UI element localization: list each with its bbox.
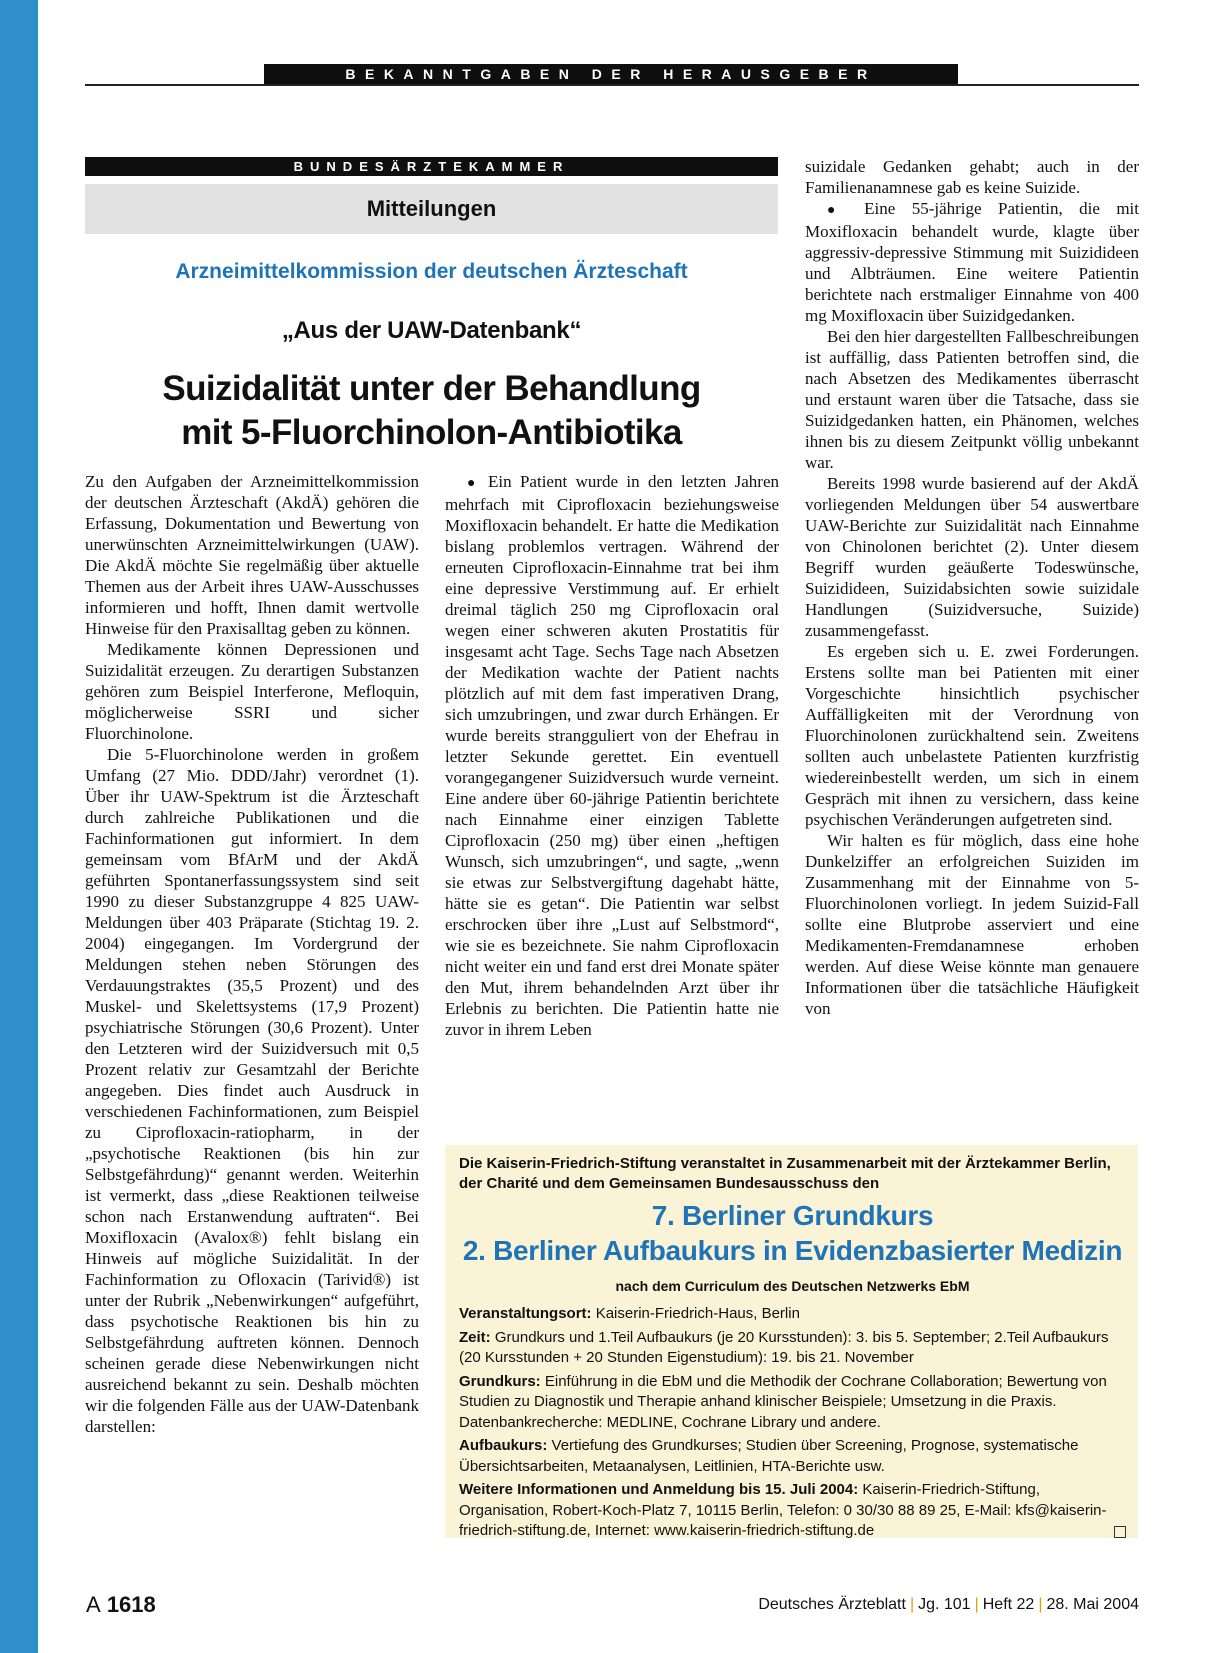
- header-rule: [85, 84, 1139, 86]
- left-color-bar: [0, 0, 38, 1653]
- row-text: Kaiserin-Friedrich-Haus, Berlin: [595, 1305, 800, 1322]
- row-text: Kaiserin-Friedrich-Stiftung, Organisation, Robert-Koch-Platz 7, 10115 Berlin, Telefon: 0 30/30 88 89 25, E-Mail: kfs@kaiserin-friedrich-stiftung.de, Internet: www.kaiserin-friedrich-stiftung.de: [459, 1481, 1107, 1539]
- mitteilungen-heading: Mitteilungen: [85, 184, 778, 234]
- paragraph-text: Ein Patient wurde in den letzten Jahren mehrfach mit Ciprofloxacin beziehungsweise Moxifloxacin behandelt. Er hatte die Medikation bislang problemlos vertragen. Während der erneuten Ciprofloxacin-Einnahme trat bei ihm eine depressive Verstimmung auf. Er erhielt dreimal täglich 250 mg Ciprofloxacin oral wegen einer schweren akuten Prostatitis für insgesamt acht Tage. Sechs Tage nach Absetzen der Medikation wachte der Patient nachts plötzlich auf mit dem fast imperativen Drang, sich umzubringen, und zwar durch Erhängen. Er wurde bereits strangguliert von der Ehefrau in letzter Sekunde gerettet. Ein eventuell vorangegangener Suizidversuch wurde verneint. Eine andere über 60-jährige Patientin berichtete nach Einnahme einer einzigen Tablette Ciprofloxacin (250 mg) über einen „heftigen Wunsch, sich umzubringen“, und sagte, „wenn sie etwas zur Selbstvergiftung dagehabt hätte, hätte sie es getan“. Die Patientin war selbst erschrocken über ihre „Lust auf Selbstmord“, wie sie es bezeichnete. Sie nahm Ciprofloxacin nicht weiter ein und fand erst drei Monate später den Mut, ihrem behandelnden Arzt über ihr Erlebnis zu berichten. Die Patientin hatte nie zuvor in ihrem Leben: [445, 472, 780, 1039]
- header-band: BEKANNTGABEN DER HERAUSGEBER: [264, 64, 958, 85]
- announcement-row-time: [459, 1328, 1126, 1369]
- row-label: Aufbaukurs:: [459, 1437, 548, 1454]
- announcement-row-venue: [459, 1304, 1126, 1325]
- page-number: [86, 1591, 156, 1619]
- row-text: Einführung in die EbM und die Methodik der Cochrane Collaboration; Bewertung von Studien zu Diagnostik und Therapie anhand klinischer Beispiele; Umsetzung in die Praxis. Datenbankrecherche: MEDLINE, Cochrane Library und andere.: [459, 1372, 1107, 1431]
- footer-separator: |: [974, 1596, 979, 1613]
- end-mark-icon: [1114, 1526, 1126, 1538]
- footer-volume: Jg. 101: [918, 1596, 971, 1613]
- footer-issue: Heft 22: [982, 1596, 1035, 1613]
- commission-heading: Arzneimittelkommission der deutschen Ärzteschaft: [175, 260, 688, 283]
- page-number-value: 1618: [106, 1592, 156, 1617]
- page-prefix: A: [86, 1592, 101, 1617]
- paragraph: Bei den hier dargestellten Fallbeschreibungen ist auffällig, dass Patienten betroffen sind, die nach Absetzen des Medikamentes überrascht und erstaunt waren über die Tatsache, dass sie Suizidgedanken hatten, ein Phänomen, welches ihnen bis zu diesem Zeitpunkt völlig unbekannt war.: [805, 327, 1139, 472]
- article-column-1: [85, 471, 419, 1437]
- paragraph: Zu den Aufgaben der Arzneimittelkommission der deutschen Ärzteschaft (AkdÄ) gehören die Erfassung, Dokumentation und Bewertung von unerwünschten Arzneimittelwirkungen (UAW). Die AkdÄ möchte Sie regelmäßig über aktuelle Themen aus der Arbeit ihres UAW-Ausschusses informieren und hofft, Ihnen damit wertvolle Hinweise für den Praxisalltag geben zu können.: [85, 472, 419, 638]
- row-label: Zeit:: [459, 1328, 491, 1346]
- announcement-title-2: 2. Berliner Aufbaukurs in Evidenzbasierter Medizin: [462, 1235, 1123, 1266]
- article-title: [85, 367, 778, 455]
- row-label: Veranstaltungsort:: [459, 1305, 592, 1322]
- footer-date: 28. Mai 2004: [1046, 1596, 1139, 1613]
- case-paragraph: [445, 471, 779, 1040]
- announcement-subtitle: nach dem Curriculum des Deutschen Netzwerks EbM: [615, 1278, 970, 1294]
- article-column-2: [445, 471, 779, 1040]
- paragraph: Es ergeben sich u. E. zwei Forderungen. Erstens sollte man bei Patienten mit einer Vorgeschichte hinsichtlich psychischer Auffälligkeiten mit der Verordnung von Fluorchinolonen zurückhaltend sein. Zweitens sollten auch unbelastete Patienten kurzfristig wiedereinbestellt werden, um sich in einem Gespräch mit ihnen zu versichern, dass keine psychischen Veränderungen aufgetreten sind.: [805, 642, 1139, 829]
- section-band: BUNDESÄRZTEKAMMER: [85, 157, 778, 176]
- paragraph-text: Eine 55-jährige Patientin, die mit Moxifloxacin behandelt wurde, klagte über aggressiv-depressive Stimmung mit Suizidideen und Albträumen. Eine weitere Patientin berichtete nach erstmaliger Einnahme von 400 mg Moxifloxacin über Suizidgedanken.: [805, 199, 1140, 325]
- bullet-icon: ●: [467, 476, 480, 491]
- footer-separator: |: [909, 1596, 915, 1613]
- bullet-icon: ●: [827, 203, 848, 218]
- article-column-3: [805, 156, 1139, 1019]
- footer-journal: Deutsches Ärzteblatt: [758, 1596, 906, 1613]
- paragraph: Wir halten es für möglich, dass eine hohe Dunkelziffer an erfolgreichen Suiziden im Zusammenhang mit der Einnahme von 5-Fluorchinolonen vorliegt. In jedem Suizid-Fall sollte eine Blutprobe asserviert und eine Medikamenten-Fremdanamnese erhoben werden. Auf diese Weise könnte man genauere Informationen über die tatsächliche Häufigkeit von: [805, 831, 1139, 1018]
- paragraph: Bereits 1998 wurde basierend auf der AkdÄ vorliegenden Meldungen über 54 auswertbare UAW-Berichte zur Suizidalität nach Einnahme von Chinolonen berichtet (2). Unter diesem Begriff wurden geäußerte Todeswünsche, Suizidideen, Suizidabsichten sowie suizidale Handlungen (Suizidversuche, Suizide) zusammengefasst.: [805, 474, 1139, 640]
- announcement-row-contact: [459, 1480, 1126, 1542]
- announcement-row-aufbaukurs: [459, 1436, 1126, 1477]
- row-label: Weitere Informationen und Anmeldung bis 15. Juli 2004:: [459, 1481, 859, 1498]
- announcement-row-grundkurs: [459, 1372, 1126, 1434]
- paragraph: Medikamente können Depressionen und Suizidalität erzeugen. Zu derartigen Substanzen gehören zum Beispiel Interferone, Mefloquin, möglicherweise SSRI und sicher Fluorchinolone.: [85, 640, 419, 743]
- row-text: Vertiefung des Grundkurses; Studien über Screening, Prognose, systematische Übersichtsarbeiten, Metaanalysen, Leitlinien, HTA-Berichte usw.: [459, 1437, 1079, 1475]
- journal-footer: [758, 1594, 1139, 1616]
- paragraph: Die 5-Fluorchinolone werden in großem Umfang (27 Mio. DDD/Jahr) verordnet (1). Über ihr UAW-Spektrum ist die Ärzteschaft durch zahlreiche Publikationen und die Fachinformationen gut informiert. In dem gemeinsam vom BfArM und der AkdÄ geführten Spontanerfassungssystem sind seit 1990 zu dieser Substanzgruppe 4 825 UAW-Meldungen über 403 Präparate (Stichtag 19. 2. 2004) eingegangen. Im Vordergrund der Meldungen stehen neben Störungen des Verdauungstraktes (35,5 Prozent) und des Muskel- und Skelettsystems (17,9 Prozent) psychiatrische Störungen (30,6 Prozent). Unter den Letzteren wird der Suizidversuch mit 0,5 Prozent relativ zur Gesamtzahl der Berichte angegeben. Dies findet auch Ausdruck in verschiedenen Fachinformationen, zum Beispiel zu Ciprofloxacin-ratiopharm, in der „psychotische Reaktionen (bis hin zur Selbstgefährdung)“ genannt werden. Weiterhin ist vermerkt, dass „diese Reaktionen teilweise schon nach Erstanwendung auftraten“. Bei Moxifloxacin (Avalox®) fehlt bislang ein Hinweis auf mögliche Suizidalität. In der Fachinformation zu Ofloxacin (Tarivid®) ist unter der Rubrik „Nebenwirkungen“ aufgeführt, dass psychotische Reaktionen bis hin zu Selbstgefährdung auftreten können. Dennoch scheinen gerade diese Nebenwirkungen nicht ausreichend bekannt zu sein. Deshalb möchten wir die folgenden Fälle aus der UAW-Datenbank darstellen:: [85, 745, 419, 1436]
- announcement-intro: Die Kaiserin-Friedrich-Stiftung veranstaltet in Zusammenarbeit mit der Ärztekammer Berlin, der Charité und dem Gemeinsamen Bundesausschuss den: [459, 1155, 1111, 1192]
- article-title-line2: mit 5-Fluorchinolon-Antibiotika: [181, 413, 682, 452]
- article-title-line1: Suizidalität unter der Behandlung: [162, 369, 701, 408]
- footer-separator: |: [1038, 1596, 1043, 1613]
- paragraph: suizidale Gedanken gehabt; auch in der Familienanamnese gab es keine Suizide.: [805, 157, 1139, 197]
- announcement-title-1: 7. Berliner Grundkurs: [651, 1200, 934, 1231]
- course-announcement-box: [445, 1145, 1138, 1538]
- case-paragraph: [805, 198, 1139, 326]
- row-label: Grundkurs:: [459, 1372, 541, 1390]
- row-text: Grundkurs und 1.Teil Aufbaukurs (je 20 Kursstunden): 3. bis 5. September; 2.Teil Aufbaukurs (20 Kursstunden + 20 Stunden Eigenstudium): 19. bis 21. November: [459, 1328, 1109, 1366]
- article-kicker: „Aus der UAW-Datenbank“: [281, 317, 582, 344]
